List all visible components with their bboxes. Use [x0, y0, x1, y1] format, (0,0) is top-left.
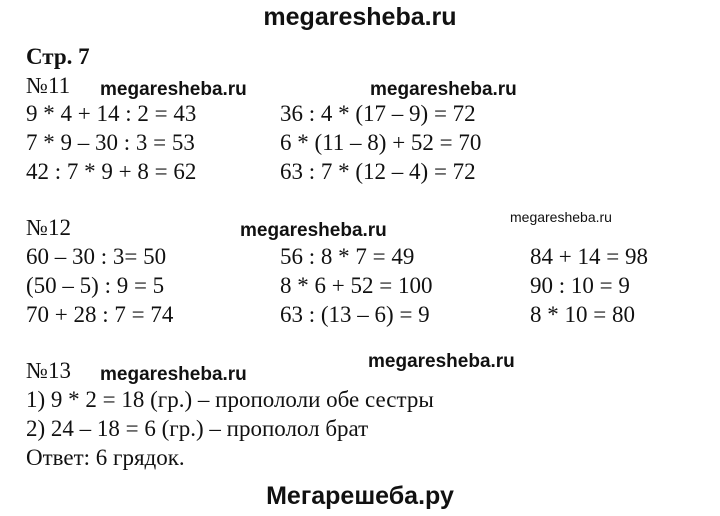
task12-col1-line: 70 + 28 : 7 = 74	[26, 302, 174, 327]
task12-col2-line: 56 : 8 * 7 = 49	[280, 244, 415, 269]
task12-col3-line: 84 + 14 = 98	[530, 244, 648, 269]
task12-col3-line: 8 * 10 = 80	[530, 302, 635, 327]
task11-col2-line: 36 : 4 * (17 – 9) = 72	[280, 101, 476, 126]
task11-col2-line: 6 * (11 – 8) + 52 = 70	[280, 130, 482, 155]
task12-col1-line: (50 – 5) : 9 = 5	[26, 273, 165, 298]
watermark-task13-a: megaresheba.ru	[100, 364, 247, 385]
watermark-task12-a: megaresheba.ru	[240, 220, 387, 241]
page-label: Стр. 7	[26, 44, 90, 69]
task13-number: №13	[26, 358, 71, 383]
task11-col1-line: 9 * 4 + 14 : 2 = 43	[26, 101, 197, 126]
task11-col2-line: 63 : 7 * (12 – 4) = 72	[280, 159, 476, 184]
watermark-task11-a: megaresheba.ru	[100, 79, 247, 100]
watermark-task12-b: megaresheba.ru	[510, 209, 612, 225]
watermark-bottom: Мегарешеба.ру	[266, 482, 454, 510]
task13-line: 1) 9 * 2 = 18 (гр.) – пропололи обе сестры	[26, 387, 434, 412]
task12-col1-line: 60 – 30 : 3= 50	[26, 244, 167, 269]
task12-col2-line: 8 * 6 + 52 = 100	[280, 273, 433, 298]
task12-col3-line: 90 : 10 = 9	[530, 273, 630, 298]
task12-col2-line: 63 : (13 – 6) = 9	[280, 302, 430, 327]
task11-number: №11	[26, 73, 71, 98]
task12-number: №12	[26, 215, 71, 240]
task11-col1-line: 42 : 7 * 9 + 8 = 62	[26, 159, 197, 184]
task13-line: 2) 24 – 18 = 6 (гр.) – прополол брат	[26, 416, 369, 441]
watermark-task11-b: megaresheba.ru	[370, 79, 517, 100]
watermark-top: megaresheba.ru	[263, 3, 457, 31]
task11-col1-line: 7 * 9 – 30 : 3 = 53	[26, 130, 195, 155]
watermark-task13-b: megaresheba.ru	[368, 351, 515, 372]
task13-answer: Ответ: 6 грядок.	[26, 445, 185, 470]
